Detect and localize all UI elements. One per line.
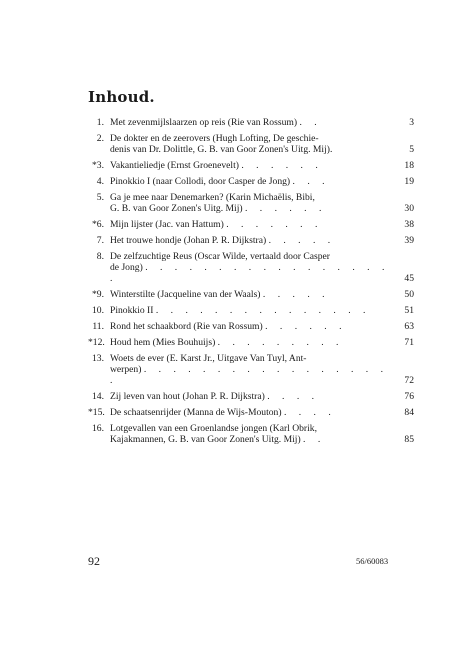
toc-entry	[88, 117, 414, 128]
toc-entry	[88, 219, 414, 230]
entry-page-number: 3	[409, 117, 414, 128]
toc-entry	[88, 289, 414, 300]
leader-dots: . . . .	[283, 407, 336, 418]
entry-line: De schaatsenrijder (Manna de Wijs-Mouton)	[110, 407, 282, 418]
entry-line: Winterstilte (Jacqueline van der Waals)	[110, 289, 261, 300]
toc-heading: Inhoud.	[88, 88, 155, 106]
page-number: 92	[88, 554, 100, 568]
entry-title	[110, 321, 414, 332]
entry-title	[110, 391, 414, 402]
entry-title	[110, 407, 414, 418]
entry-title	[110, 423, 414, 445]
entry-line: Pinokkio I (naar Collodi, door Casper de Jong)	[110, 176, 291, 187]
entry-line: Woets de ever (E. Karst Jr., Uitgave Van Tuyl, Ant-	[110, 353, 307, 364]
entry-number: 10.	[92, 305, 104, 316]
entry-line: De dokter en de zeerovers (Hugh Lofting, De geschie-	[110, 133, 319, 144]
leader-dots: . . . . . .	[244, 203, 327, 214]
entry-number: 14.	[92, 391, 104, 402]
toc-entry	[88, 251, 414, 284]
entry-page-number: 45	[404, 273, 414, 284]
entry-page-number: 84	[404, 407, 414, 418]
entry-title	[110, 192, 414, 214]
toc-entry	[88, 192, 414, 214]
entry-number: *15.	[88, 407, 105, 418]
entry-line: Vakantieliedje (Ernst Groenevelt)	[110, 160, 239, 171]
entry-line: Pinokkio II	[110, 305, 154, 316]
entry-number: *9.	[92, 289, 104, 300]
entry-number: 11.	[92, 321, 104, 332]
leader-dots: . . . . . . . . . . . . . . .	[155, 305, 371, 316]
entry-line: Lotgevallen van een Groenlandse jongen (Karl Obrik,	[110, 423, 317, 434]
entry-title	[110, 289, 414, 300]
toc-entry	[88, 305, 414, 316]
leader-dots: . . . . .	[268, 235, 336, 246]
leader-dots: . . . . . . . . . . . . . . . . . .	[110, 364, 388, 386]
leader-dots: . .	[299, 117, 322, 128]
leader-dots: . .	[303, 434, 326, 445]
table-of-contents	[88, 117, 414, 445]
entry-number: 7.	[96, 235, 104, 246]
print-code: 56/60083	[356, 556, 389, 566]
entry-title	[110, 305, 414, 316]
toc-entry	[88, 337, 414, 348]
entry-page-number: 85	[404, 434, 414, 445]
entry-title	[110, 160, 414, 171]
entry-number: *3.	[92, 160, 104, 171]
leader-dots: . . . . . .	[241, 160, 323, 171]
leader-dots: . . . . . . .	[226, 219, 323, 230]
leader-dots: . . . . . . . . .	[217, 337, 344, 348]
entry-number: 8.	[96, 251, 104, 262]
entry-number: 1.	[96, 117, 104, 128]
entry-page-number: 76	[404, 391, 414, 402]
entry-page-number: 18	[404, 160, 414, 171]
entry-line: Zij leven van hout (Johan P. R. Dijkstra)	[110, 391, 265, 402]
entry-number: 5.	[96, 192, 104, 203]
entry-page-number: 71	[404, 337, 414, 348]
toc-entry	[88, 235, 414, 246]
toc-entry	[88, 407, 414, 418]
entry-line: G. B. van Goor Zonen's Uitg. Mij)	[110, 203, 243, 214]
entry-line: De zelfzuchtige Reus (Oscar Wilde, vertaald door Casper	[110, 251, 331, 262]
entry-line: Houd hem (Mies Bouhuijs)	[110, 337, 216, 348]
entry-number: 2.	[96, 133, 104, 144]
entry-title	[110, 133, 414, 155]
entry-line: Ga je mee naar Denemarken? (Karin Michaëlis, Bibi,	[110, 192, 315, 203]
leader-dots: . . . . .	[262, 289, 330, 300]
entry-line: denis van Dr. Dolittle, G. B. van Goor Zonen's Uitg. Mij).	[110, 144, 333, 155]
entry-page-number: 39	[404, 235, 414, 246]
entry-title	[110, 235, 414, 246]
entry-number: *12.	[88, 337, 105, 348]
entry-line: Met zevenmijlslaarzen op reis (Rie van Rossum)	[110, 117, 298, 128]
entry-line: Mijn lijster (Jac. van Hattum)	[110, 219, 224, 230]
entry-page-number: 50	[404, 289, 414, 300]
toc-entry	[88, 133, 414, 155]
toc-entry	[88, 160, 414, 171]
leader-dots: . . . . . . . . . . . . . . . . . .	[110, 262, 390, 284]
entry-line: Het trouwe hondje (Johan P. R. Dijkstra)	[110, 235, 267, 246]
toc-entry	[88, 391, 414, 402]
entry-line: de Jong)	[110, 262, 143, 273]
entry-line: Kajakmannen, G. B. van Goor Zonen's Uitg. Mij)	[110, 434, 301, 445]
entry-title	[110, 219, 414, 230]
entry-title	[110, 117, 414, 128]
entry-page-number: 19	[404, 176, 414, 187]
leader-dots: . . . .	[267, 391, 320, 402]
toc-entry	[88, 423, 414, 445]
entry-title	[110, 353, 414, 386]
entry-page-number: 63	[404, 321, 414, 332]
entry-line: werpen)	[110, 364, 142, 375]
entry-number: *6.	[92, 219, 104, 230]
leader-dots: . . .	[292, 176, 330, 187]
entry-title	[110, 337, 414, 348]
entry-page-number: 5	[409, 144, 414, 155]
toc-entry	[88, 176, 414, 187]
toc-entry	[88, 321, 414, 332]
toc-entry	[88, 353, 414, 386]
entry-page-number: 72	[404, 375, 414, 386]
entry-page-number: 51	[404, 305, 414, 316]
entry-line: Rond het schaakbord (Rie van Rossum)	[110, 321, 263, 332]
entry-number: 13.	[92, 353, 104, 364]
entry-title	[110, 176, 414, 187]
entry-page-number: 30	[404, 203, 414, 214]
entry-number: 4.	[96, 176, 104, 187]
leader-dots: . . . . . .	[265, 321, 347, 332]
entry-title	[110, 251, 414, 284]
entry-number: 16.	[92, 423, 104, 434]
entry-page-number: 38	[404, 219, 414, 230]
